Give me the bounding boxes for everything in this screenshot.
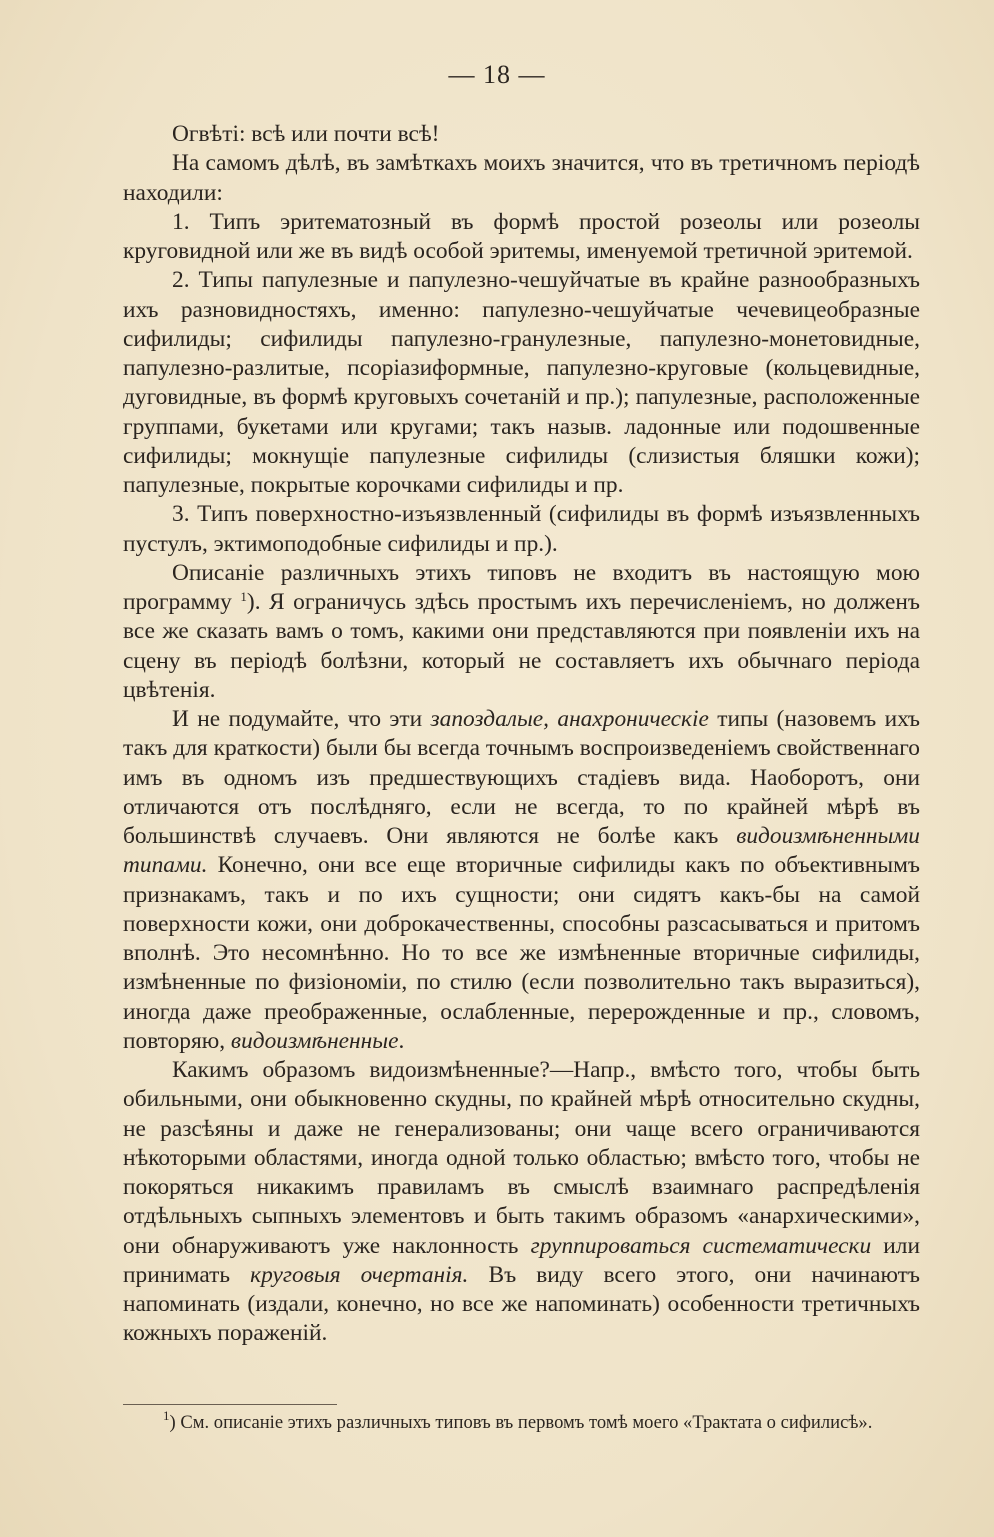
text-run: . Я ограничусь здѣсь простымъ ихъ перечисленіемъ, но долженъ все же сказать вамъ о томъ, какими они представляются при появленіи ихъ на сцену въ періодѣ болѣзни, который не составляетъ ихъ обычнаго періода цвѣтенія. xyxy=(123,589,920,703)
emphasis: группироваться систематически xyxy=(530,1232,872,1259)
emphasis: видоизмѣненные xyxy=(230,1027,399,1054)
paragraph-description: Описаніе различныхъ этихъ типовъ не входитъ въ настоящую мою программу $^1$). Я ограничусь здѣсь простымъ ихъ перечисленіемъ, но долженъ все же сказать вамъ о томъ, какими они представляются при появленіи ихъ на сцену въ періодѣ болѣзни, который не составляетъ ихъ обычнаго періода цвѣтенія. xyxy=(123,559,920,703)
footnote-body: ) См. описаніе этихъ различныхъ типовъ въ первомъ томѣ моего «Трактата о сифилисѣ». xyxy=(169,1412,873,1433)
emphasis: запоздалые, анахроническіе xyxy=(430,706,709,732)
text-run: Конечно, они все еще вторичные сифилиды какъ по объективнымъ признакамъ, такъ и по ихъ сущности; они сидятъ какъ-бы на самой поверхности кожи, они доброкачественны, способны разсасываться и притомъ вполнѣ. Это несомнѣнно. Но то все же измѣненные вторичные сифилиды, измѣненные по физіономіи, по стилю (если позволительно такъ выразиться), иногда даже преображенные, ослабленные, перерожденные и пр., словомъ, повторяю, xyxy=(123,852,920,1054)
paragraph-how-modified xyxy=(123,1056,920,1349)
text-run: типы (назовемъ ихъ такъ для краткости) были бы всегда точнымъ воспроизведеніемъ свойственнаго имъ въ одномъ изъ предшествующихъ стадіевъ вида. Наоборотъ, они отличаются отъ послѣдняго, если не всегда, то по крайней мѣрѣ въ большинствѣ случаевъ. Они являются не болѣе какъ xyxy=(123,706,920,849)
page-number: — 18 — xyxy=(448,60,546,89)
paragraph-type-3: 3. Типъ поверхностно-изъязвленный (сифилиды въ формѣ изъязвленныхъ пустулъ, эктимоподобные сифилиды и пр.). xyxy=(123,501,920,557)
emphasis: круговыя очертанія. xyxy=(250,1261,469,1288)
body-text xyxy=(123,120,920,1349)
text-run: или принимать xyxy=(123,1232,920,1288)
paragraph-modified-types xyxy=(123,705,920,1056)
text-run: Какимъ образомъ видоизмѣненные?—Напр., вмѣсто того, чтобы быть обильными, они обыкновенно скудны, по крайней мѣрѣ относительно скудны, не разсѣяны и даже не генерализованы; они чаще всего ограничиваются нѣкоторыми областями, иногда одной только областью; вмѣсто того, чтобы не покоряться никакимъ правиламъ въ смыслѣ взаимнаго распредѣленія отдѣльныхъ сыпныхъ элементовъ и быть такимъ образомъ «анархическими», они обнаруживаютъ уже наклонность xyxy=(123,1057,920,1259)
text-run: И не подумайте, что эти xyxy=(172,706,431,732)
emphasis: видоизмѣненными типами. xyxy=(123,823,920,879)
text-run: . xyxy=(398,1027,405,1054)
paragraph-type-2: 2. Типы папулезные и папулезно-чешуйчатые въ крайне разнообразныхъ ихъ разновидностяхъ, именно: папулезно-чешуйчатые чечевицеобразные сифилиды; сифилиды папулезно-гранулезные, папулезно-монетовидные, папулезно-разлитые, псоріазиформные, папулезно-круговые (кольцевидные, дуговидные, въ формѣ круговыхъ сочетаній и пр.); папулезные, расположенные группами, букетами или кругами; такъ назыв. ладонные или подошвенные сифилиды; мокнущіе папулезные сифилиды (слизистыя бляшки кожи); папулезные, покрытые корочками сифилиды и пр. xyxy=(123,267,920,498)
footnote-divider xyxy=(123,1404,337,1405)
footnote-ref: 1 xyxy=(240,589,247,604)
footnote-text xyxy=(123,1410,923,1436)
paragraph-notes-intro: На самомъ дѣлѣ, въ замѣткахъ моихъ значится, что въ третичномъ періодѣ находили: xyxy=(123,150,920,206)
paragraph-type-1: 1. Типъ эритематозный въ формѣ простой розеолы или розеолы круговидной или же въ видѣ особой эритемы, именуемой третичной эритемой. xyxy=(123,208,920,264)
paragraph-answer: Огвѣті: всѣ или почти всѣ! xyxy=(172,121,440,147)
text-run: Описаніе различныхъ этихъ типовъ не входитъ въ настоящую мою программу xyxy=(123,559,920,615)
text-run: Въ виду всего этого, они начинаютъ напоминать (издали, конечно, но все же напоминать) особенности третичныхъ кожныхъ пораженій. xyxy=(123,1261,920,1347)
footnote-marker: 1 xyxy=(163,1408,170,1423)
footnote xyxy=(123,1410,923,1436)
